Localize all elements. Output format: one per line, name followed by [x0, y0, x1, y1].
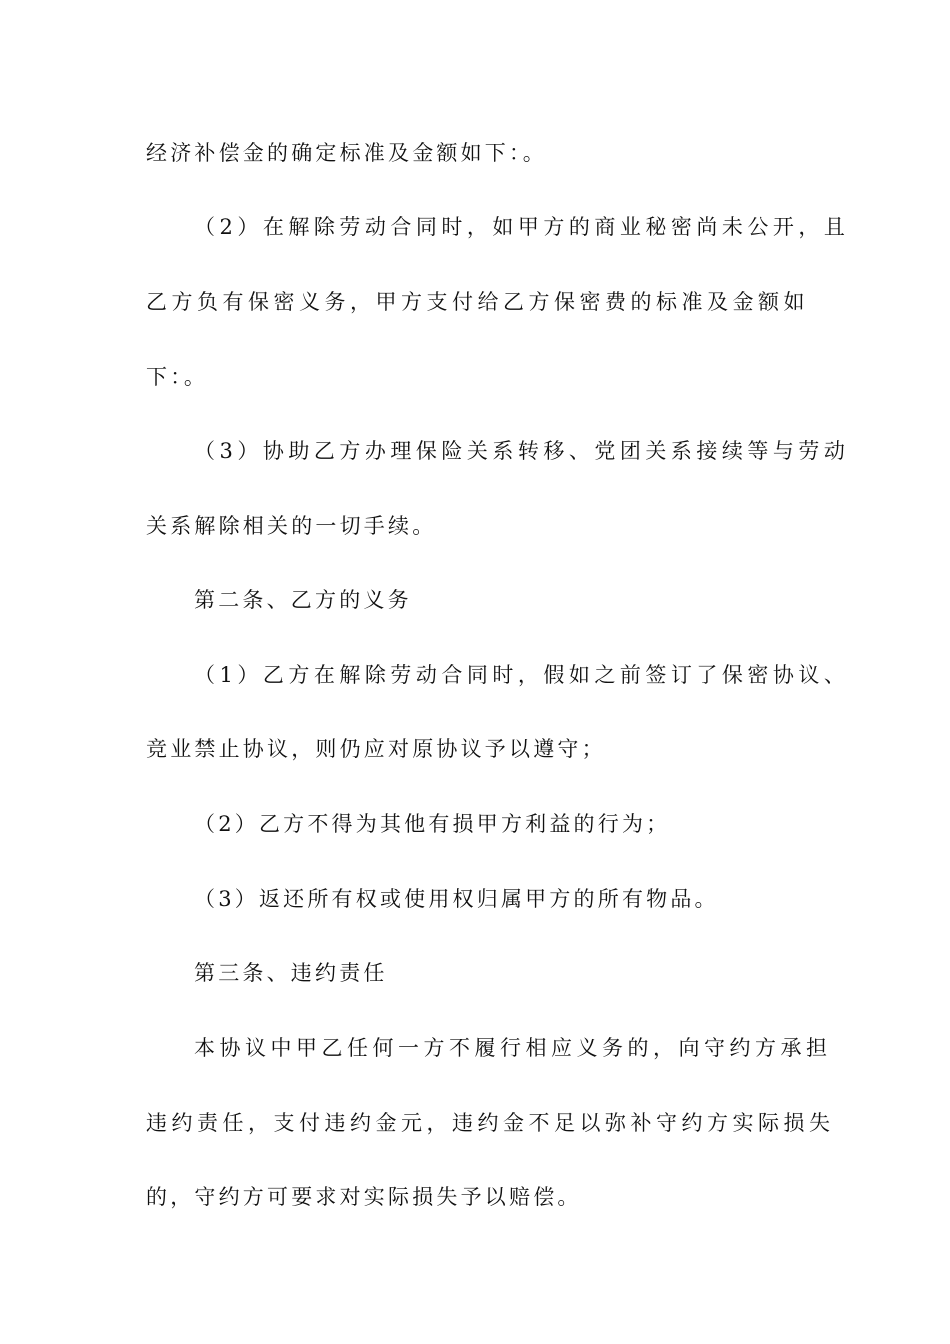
paragraph-line: 的，守约方可要求对实际损失予以赔偿。	[146, 1185, 582, 1209]
paragraph-line: 本协议中甲乙任何一方不履行相应义务的，向守约方承担	[194, 1036, 832, 1060]
paragraph-line: 关系解除相关的一切手续。	[146, 514, 437, 538]
paragraph-line: （3）返还所有权或使用权归属甲方的所有物品。	[194, 887, 719, 911]
section-heading: 第二条、乙方的义务	[194, 588, 412, 612]
section-heading: 第三条、违约责任	[194, 961, 388, 985]
paragraph-line: （1）乙方在解除劳动合同时，假如之前签订了保密协议、	[194, 663, 850, 687]
paragraph-line: （3）协助乙方办理保险关系转移、党团关系接续等与劳动	[194, 439, 850, 463]
paragraph-line: 违约责任，支付违约金元，违约金不足以弥补守约方实际损失	[146, 1111, 835, 1135]
paragraph-line: （2）乙方不得为其他有损甲方利益的行为；	[194, 812, 671, 836]
paragraph-line: 下：。	[146, 365, 209, 389]
paragraph-line: 竞业禁止协议，则仍应对原协议予以遵守；	[146, 737, 606, 761]
paragraph-line: （2）在解除劳动合同时，如甲方的商业秘密尚未公开，且	[194, 215, 850, 239]
paragraph-line: 乙方负有保密义务，甲方支付给乙方保密费的标准及金额如	[146, 290, 809, 314]
paragraph-line: 经济补偿金的确定标准及金额如下：。	[146, 141, 547, 165]
